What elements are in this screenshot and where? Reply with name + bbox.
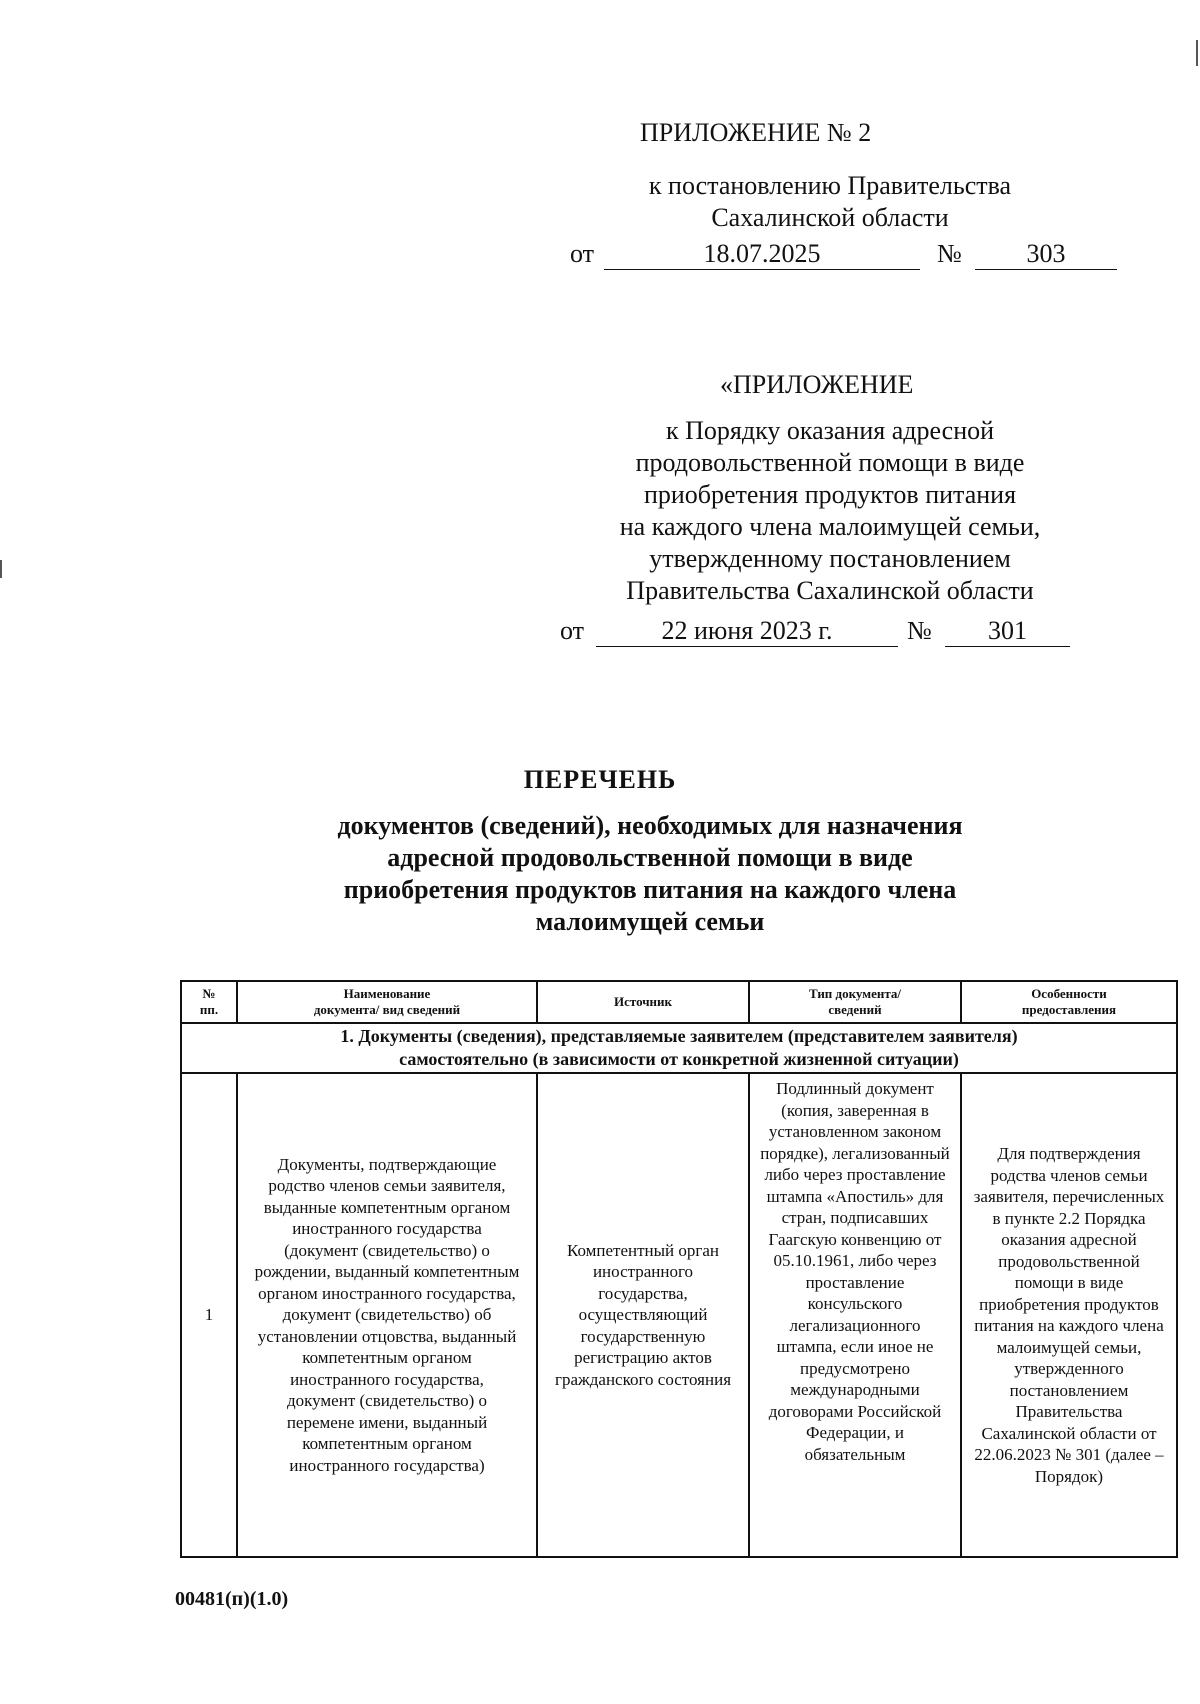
inner-appendix-line: приобретения продуктов питания (643, 480, 1017, 509)
header-source (537, 981, 749, 1023)
row-document-name: Документы, подтверждающие родство членов семьи заявителя, выданные компетентным органом иностранного государства (документ (свидетельство) о рождении, выданный компетентным органом иностранного государства, документ (свидетельство) об установлении отцовства, выданный компетентным органом иностранного государства, документ (свидетельство) о перемене имени, выданный компетентным органом иностранного государства) (237, 1073, 537, 1557)
header-text: предоставления (1021, 1002, 1117, 1017)
footer-document-code: 00481(п)(1.0) (175, 1588, 289, 1610)
inner-appendix-line: продовольственной помощи в виде (635, 448, 1025, 477)
date-label: от (570, 239, 595, 268)
header-doc-type (749, 981, 961, 1023)
header-features (961, 981, 1177, 1023)
inner-appendix-date-line (0, 612, 1200, 652)
date-label: от (560, 616, 585, 645)
number-label: № (937, 239, 962, 268)
inner-appendix-caption (560, 415, 1100, 607)
scan-margin-mark (1196, 40, 1198, 66)
appendix-date-line (0, 235, 1200, 275)
header-name (237, 981, 537, 1023)
inner-appendix-line: утвержденному постановлением (649, 544, 1011, 573)
inner-appendix-line: Правительства Сахалинской области (626, 576, 1034, 605)
header-text: Наименование (343, 986, 431, 1001)
header-text: Источник (613, 994, 673, 1009)
header-text: пп. (199, 1002, 219, 1017)
date-value: 22 июня 2023 г. (596, 616, 898, 647)
document-title: ПЕРЕЧЕНЬ (523, 765, 677, 794)
subtitle-line: документов (сведений), необходимых для назначения (337, 811, 963, 840)
number-value: 301 (945, 616, 1070, 647)
appendix-title: ПРИЛОЖЕНИЕ № 2 (640, 118, 872, 147)
inner-appendix-line: к Порядку оказания адресной (665, 416, 995, 445)
section-heading (181, 1023, 1177, 1073)
inner-appendix-line: на каждого члена малоимущей семьи, (619, 512, 1041, 541)
number-value: 303 (975, 239, 1117, 270)
subtitle-line: малоимущей семьи (535, 907, 765, 936)
table-header-row (181, 981, 1177, 1023)
header-text: документа/ вид сведений (313, 1002, 461, 1017)
header-number (181, 981, 237, 1023)
table-section-row (181, 1023, 1177, 1073)
row-number: 1 (181, 1073, 237, 1557)
number-label: № (907, 616, 932, 645)
header-text: Тип документа/ (808, 986, 902, 1001)
appendix-caption-line: Сахалинской области (711, 203, 949, 232)
header-text: Особенности (1031, 986, 1107, 1001)
documents-table (180, 980, 1178, 1558)
document-subtitle (250, 810, 1050, 938)
section-line: самостоятельно (в зависимости от конкретной жизненной ситуации) (399, 1049, 959, 1069)
table-row (181, 1073, 1177, 1557)
header-text: сведений (828, 1002, 882, 1017)
scan-margin-mark (0, 560, 2, 578)
subtitle-line: адресной продовольственной помощи в виде (387, 843, 913, 872)
row-doc-type: Подлинный документ (копия, заверенная в установленном законом порядке), легализованный либо через проставление штампа «Апостиль» для стран, подписавших Гаагскую конвенцию от 05.10.1961, либо через проставление консульского легализационного штампа, если иное не предусмотрено международными договорами Российской Федерации, и обязательным (749, 1073, 961, 1557)
row-source: Компетентный орган иностранного государства, осуществляющий государственную регистрацию актов гражданского состояния (537, 1073, 749, 1557)
appendix-caption (560, 170, 1100, 234)
section-line: 1. Документы (сведения), представляемые заявителем (представителем заявителя) (340, 1026, 1018, 1046)
inner-appendix-title: «ПРИЛОЖЕНИЕ (720, 370, 914, 399)
date-value: 18.07.2025 (604, 239, 920, 270)
row-features: Для подтверждения родства членов семьи заявителя, перечисленных в пункте 2.2 Порядка оказания адресной продовольственной помощи в виде приобретения продуктов питания на каждого члена малоимущей семьи, утвержденного постановлением Правительства Сахалинской области от 22.06.2023 № 301 (далее – Порядок) (961, 1073, 1177, 1557)
subtitle-line: приобретения продуктов питания на каждого члена (343, 875, 957, 904)
header-text: № (202, 986, 216, 1001)
appendix-caption-line: к постановлению Правительства (648, 171, 1012, 200)
